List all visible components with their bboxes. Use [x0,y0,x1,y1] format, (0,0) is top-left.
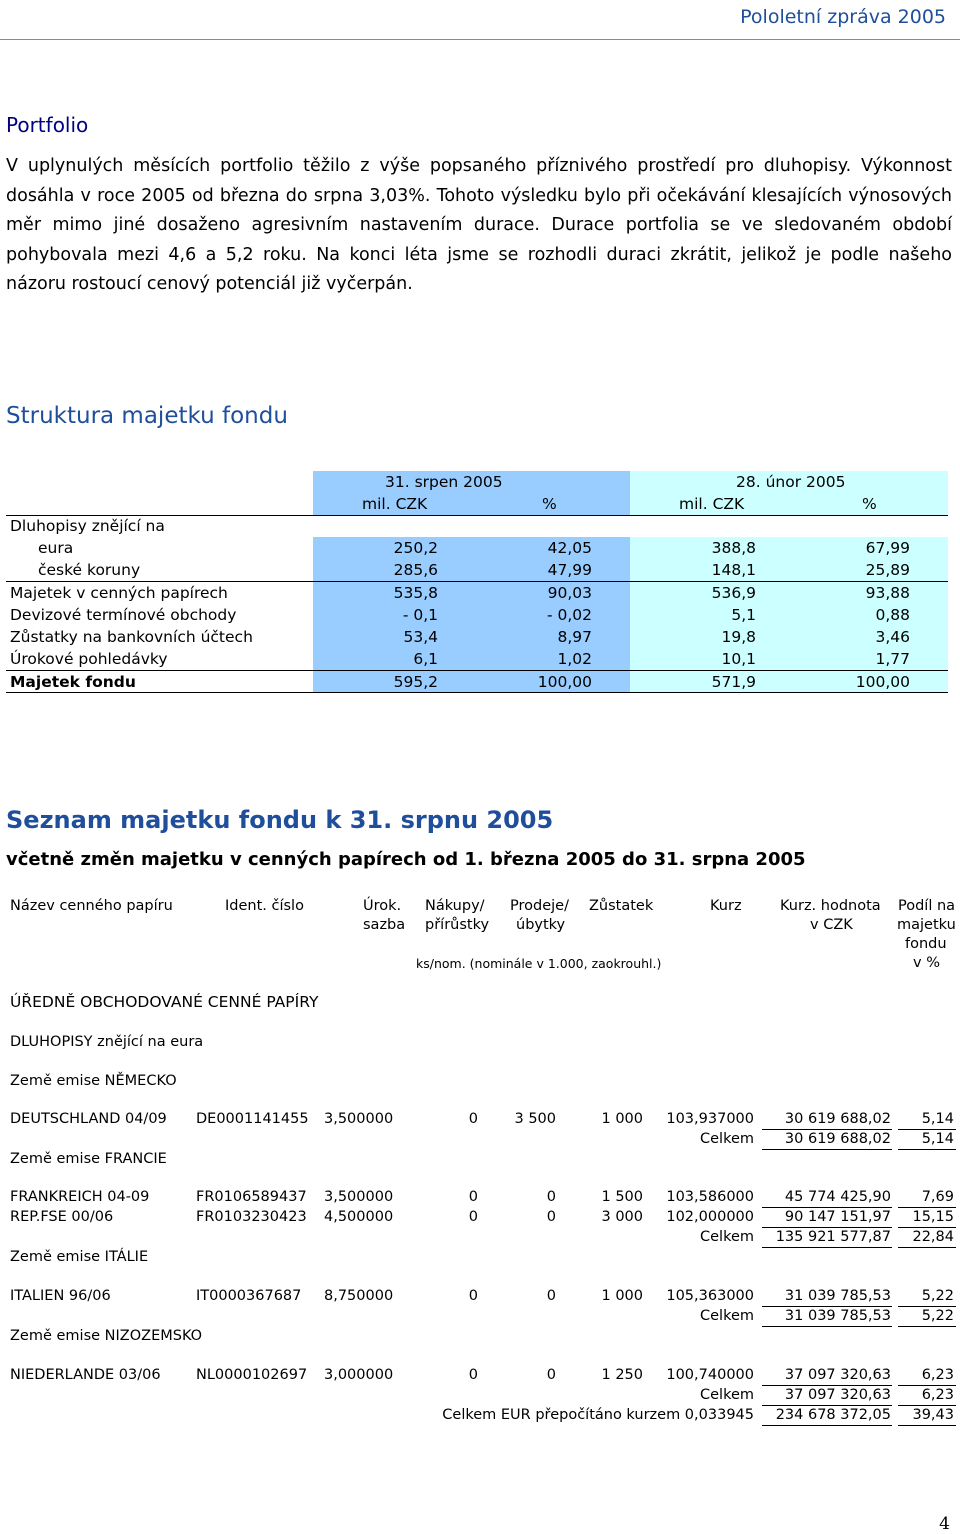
col-header-price: Kurz [710,898,742,914]
subtotal-value: 135 921 577,87 [775,1229,891,1245]
row-label: Úrokové pohledávky [10,650,168,668]
country-label: Země emise ITÁLIE [10,1249,149,1265]
cell: 42,05 [547,539,592,557]
portfolio-paragraph [6,152,952,300]
cell: 595,2 [393,673,438,691]
security-value: 31 039 785,53 [784,1288,891,1304]
subtotal-value: 30 619 688,02 [784,1131,891,1147]
country-label: Země emise NIZOZEMSKO [10,1328,203,1344]
security-sell: 3 500 [514,1111,556,1127]
security-sell: 0 [546,1367,556,1383]
security-sell: 0 [546,1189,556,1205]
col-header-balance: Zůstatek [589,898,654,914]
cell: 3,46 [875,628,910,646]
security-sell: 0 [546,1209,556,1225]
col-header-value-2: v CZK [810,917,853,933]
security-buy: 0 [468,1367,478,1383]
col-pct-aug: % [542,495,557,513]
col-header-buy-1: Nákupy/ [425,898,485,914]
col-header-rate-1: Úrok. [363,898,402,914]
security-price: 102,000000 [666,1209,754,1225]
col-header-share-1: Podíl na [898,898,956,914]
table-row [6,582,948,604]
structure-heading: Struktura majetku fondu [6,403,288,429]
list-subheading: včetně změn majetku v cenných papírech od 1. března 2005 do 31. srpna 2005 [6,849,806,870]
col-header-sell-2: úbytky [516,917,566,933]
date-feb: 28. únor 2005 [736,473,846,491]
security-rate: 3,500000 [324,1111,394,1127]
table-row [6,648,948,670]
security-value: 45 774 425,90 [784,1189,891,1205]
total-label: Majetek fondu [10,673,136,691]
row-label: české koruny [38,561,141,579]
header-rule-line [6,515,948,516]
security-price: 105,363000 [666,1288,754,1304]
security-buy: 0 [468,1111,478,1127]
security-name: FRANKREICH 04-09 [10,1189,150,1205]
units-note: ks/nom. (nominále v 1.000, zaokrouhl.) [416,956,662,971]
country-label: Země emise NĚMECKO [10,1073,177,1089]
col-pct-feb: % [862,495,877,513]
security-balance: 1 000 [601,1288,643,1304]
cell: 250,2 [393,539,438,557]
security-rate: 3,000000 [324,1367,394,1383]
security-price: 103,937000 [666,1111,754,1127]
security-sell: 0 [546,1288,556,1304]
cell: 8,97 [557,628,592,646]
security-share: 5,14 [921,1111,954,1127]
subtotal-label: Celkem [700,1131,754,1147]
security-ident: NL0000102697 [196,1367,308,1383]
subtotal-value: 37 097 320,63 [784,1387,891,1403]
report-header-title: Pololetní zpráva 2005 [740,6,946,28]
row-label: Devizové termínové obchody [10,606,237,624]
subtotal-value: 31 039 785,53 [784,1308,891,1324]
row-label: Majetek v cenných papírech [10,584,228,602]
cell: 25,89 [865,561,910,579]
grand-total-value: 234 678 372,05 [775,1407,891,1423]
subtotal-label: Celkem [700,1308,754,1324]
cell: 285,6 [393,561,438,579]
cell: 388,8 [711,539,756,557]
cell: 47,99 [547,561,592,579]
col-header-share-3: fondu [905,936,947,952]
security-balance: 1 000 [601,1111,643,1127]
security-ident: DE0001141455 [196,1111,309,1127]
security-ident: IT0000367687 [196,1288,302,1304]
cell: 536,9 [711,584,756,602]
security-buy: 0 [468,1288,478,1304]
col-header-value-1: Kurz. hodnota [780,898,881,914]
group-label: Dluhopisy znějící na [10,517,165,535]
portfolio-text: V uplynulých měsících portfolio těžilo z výše popsaného příznivého prostředí pro dluhopisy. Výkonnost dosáhla v roce 2005 od března do srpna 3,03%. Tohoto výsledku bylo při očekávání klesajících výnosových měr mimo jiné dosaženo agresivním nastavením durace. Durace portfolia se ve sledovaném období pohybovala mezi 4,6 a 5,2 roku. Na konci léta jsme se rozhodli duraci zkrátit, jelikož je podle našeho názoru rostoucí cenový potenciál již vyčerpán. [6,156,952,294]
subsection-title: DLUHOPISY znějící na eura [10,1034,204,1050]
subtotal-share: 22,84 [912,1229,954,1245]
security-buy: 0 [468,1209,478,1225]
security-name: NIEDERLANDE 03/06 [10,1367,161,1383]
col-header-share-4: v % [913,955,940,971]
security-price: 100,740000 [666,1367,754,1383]
cell: 100,00 [537,673,592,691]
grand-total-label: Celkem EUR přepočítáno kurzem 0,033945 [442,1407,754,1423]
cell: 148,1 [711,561,756,579]
grand-total-share: 39,43 [912,1407,954,1423]
cell: - 0,02 [546,606,592,624]
col-header-share-2: majetku [897,917,956,933]
col-header-rate-2: sazba [363,917,406,933]
subtotal-share: 6,23 [921,1387,954,1403]
table-row [6,626,948,648]
security-value: 37 097 320,63 [784,1367,891,1383]
security-share: 5,22 [921,1288,954,1304]
cell: 10,1 [721,650,756,668]
table-row [6,537,948,559]
security-value: 30 619 688,02 [784,1111,891,1127]
subtotal-label: Celkem [700,1229,754,1245]
portfolio-heading: Portfolio [6,113,89,137]
security-name: DEUTSCHLAND 04/09 [10,1111,167,1127]
security-name: ITALIEN 96/06 [10,1288,111,1304]
col-header-sell-1: Prodeje/ [510,898,569,914]
subtotal-share: 5,22 [921,1308,954,1324]
col-header-ident: Ident. číslo [225,898,304,914]
security-share: 7,69 [921,1189,954,1205]
country-label: Země emise FRANCIE [10,1151,167,1167]
cell: 90,03 [547,584,592,602]
security-balance: 3 000 [601,1209,643,1225]
cell: 535,8 [393,584,438,602]
cell: 6,1 [413,650,438,668]
date-aug: 31. srpen 2005 [385,473,503,491]
page-number: 4 [939,1514,950,1534]
cell: 0,88 [875,606,910,624]
security-value: 90 147 151,97 [784,1209,891,1225]
cell: 67,99 [865,539,910,557]
row-label: Zůstatky na bankovních účtech [10,628,253,646]
security-balance: 1 250 [601,1367,643,1383]
subtotal-share: 5,14 [921,1131,954,1147]
col-mil-aug: mil. CZK [362,495,428,513]
security-rate: 8,750000 [324,1288,394,1304]
security-name: REP.FSE 00/06 [10,1209,114,1225]
table-row [6,604,948,626]
security-balance: 1 500 [601,1189,643,1205]
cell: 53,4 [403,628,438,646]
security-buy: 0 [468,1189,478,1205]
security-ident: FR0106589437 [196,1189,307,1205]
security-share: 6,23 [921,1367,954,1383]
col-header-buy-2: přírůstky [425,917,490,933]
total-rule-bottom [6,692,948,693]
security-ident: FR0103230423 [196,1209,307,1225]
cell: 19,8 [721,628,756,646]
subtotal-label: Celkem [700,1387,754,1403]
cell: - 0,1 [402,606,438,624]
security-price: 103,586000 [666,1189,754,1205]
list-heading: Seznam majetku fondu k 31. srpnu 2005 [6,806,554,834]
cell: 1,77 [875,650,910,668]
security-rate: 4,500000 [324,1209,394,1225]
cell: 93,88 [865,584,910,602]
security-rate: 3,500000 [324,1189,394,1205]
table-row [6,559,948,581]
col-header-name: Název cenného papíru [10,898,173,914]
section-title: ÚŘEDNĚ OBCHODOVANÉ CENNÉ PAPÍRY [10,993,319,1011]
cell: 1,02 [557,650,592,668]
row-label: eura [38,539,74,557]
total-row [6,671,948,693]
header-rule [0,39,960,40]
security-share: 15,15 [912,1209,954,1225]
cell: 5,1 [731,606,756,624]
cell: 100,00 [855,673,910,691]
cell: 571,9 [711,673,756,691]
col-mil-feb: mil. CZK [679,495,745,513]
